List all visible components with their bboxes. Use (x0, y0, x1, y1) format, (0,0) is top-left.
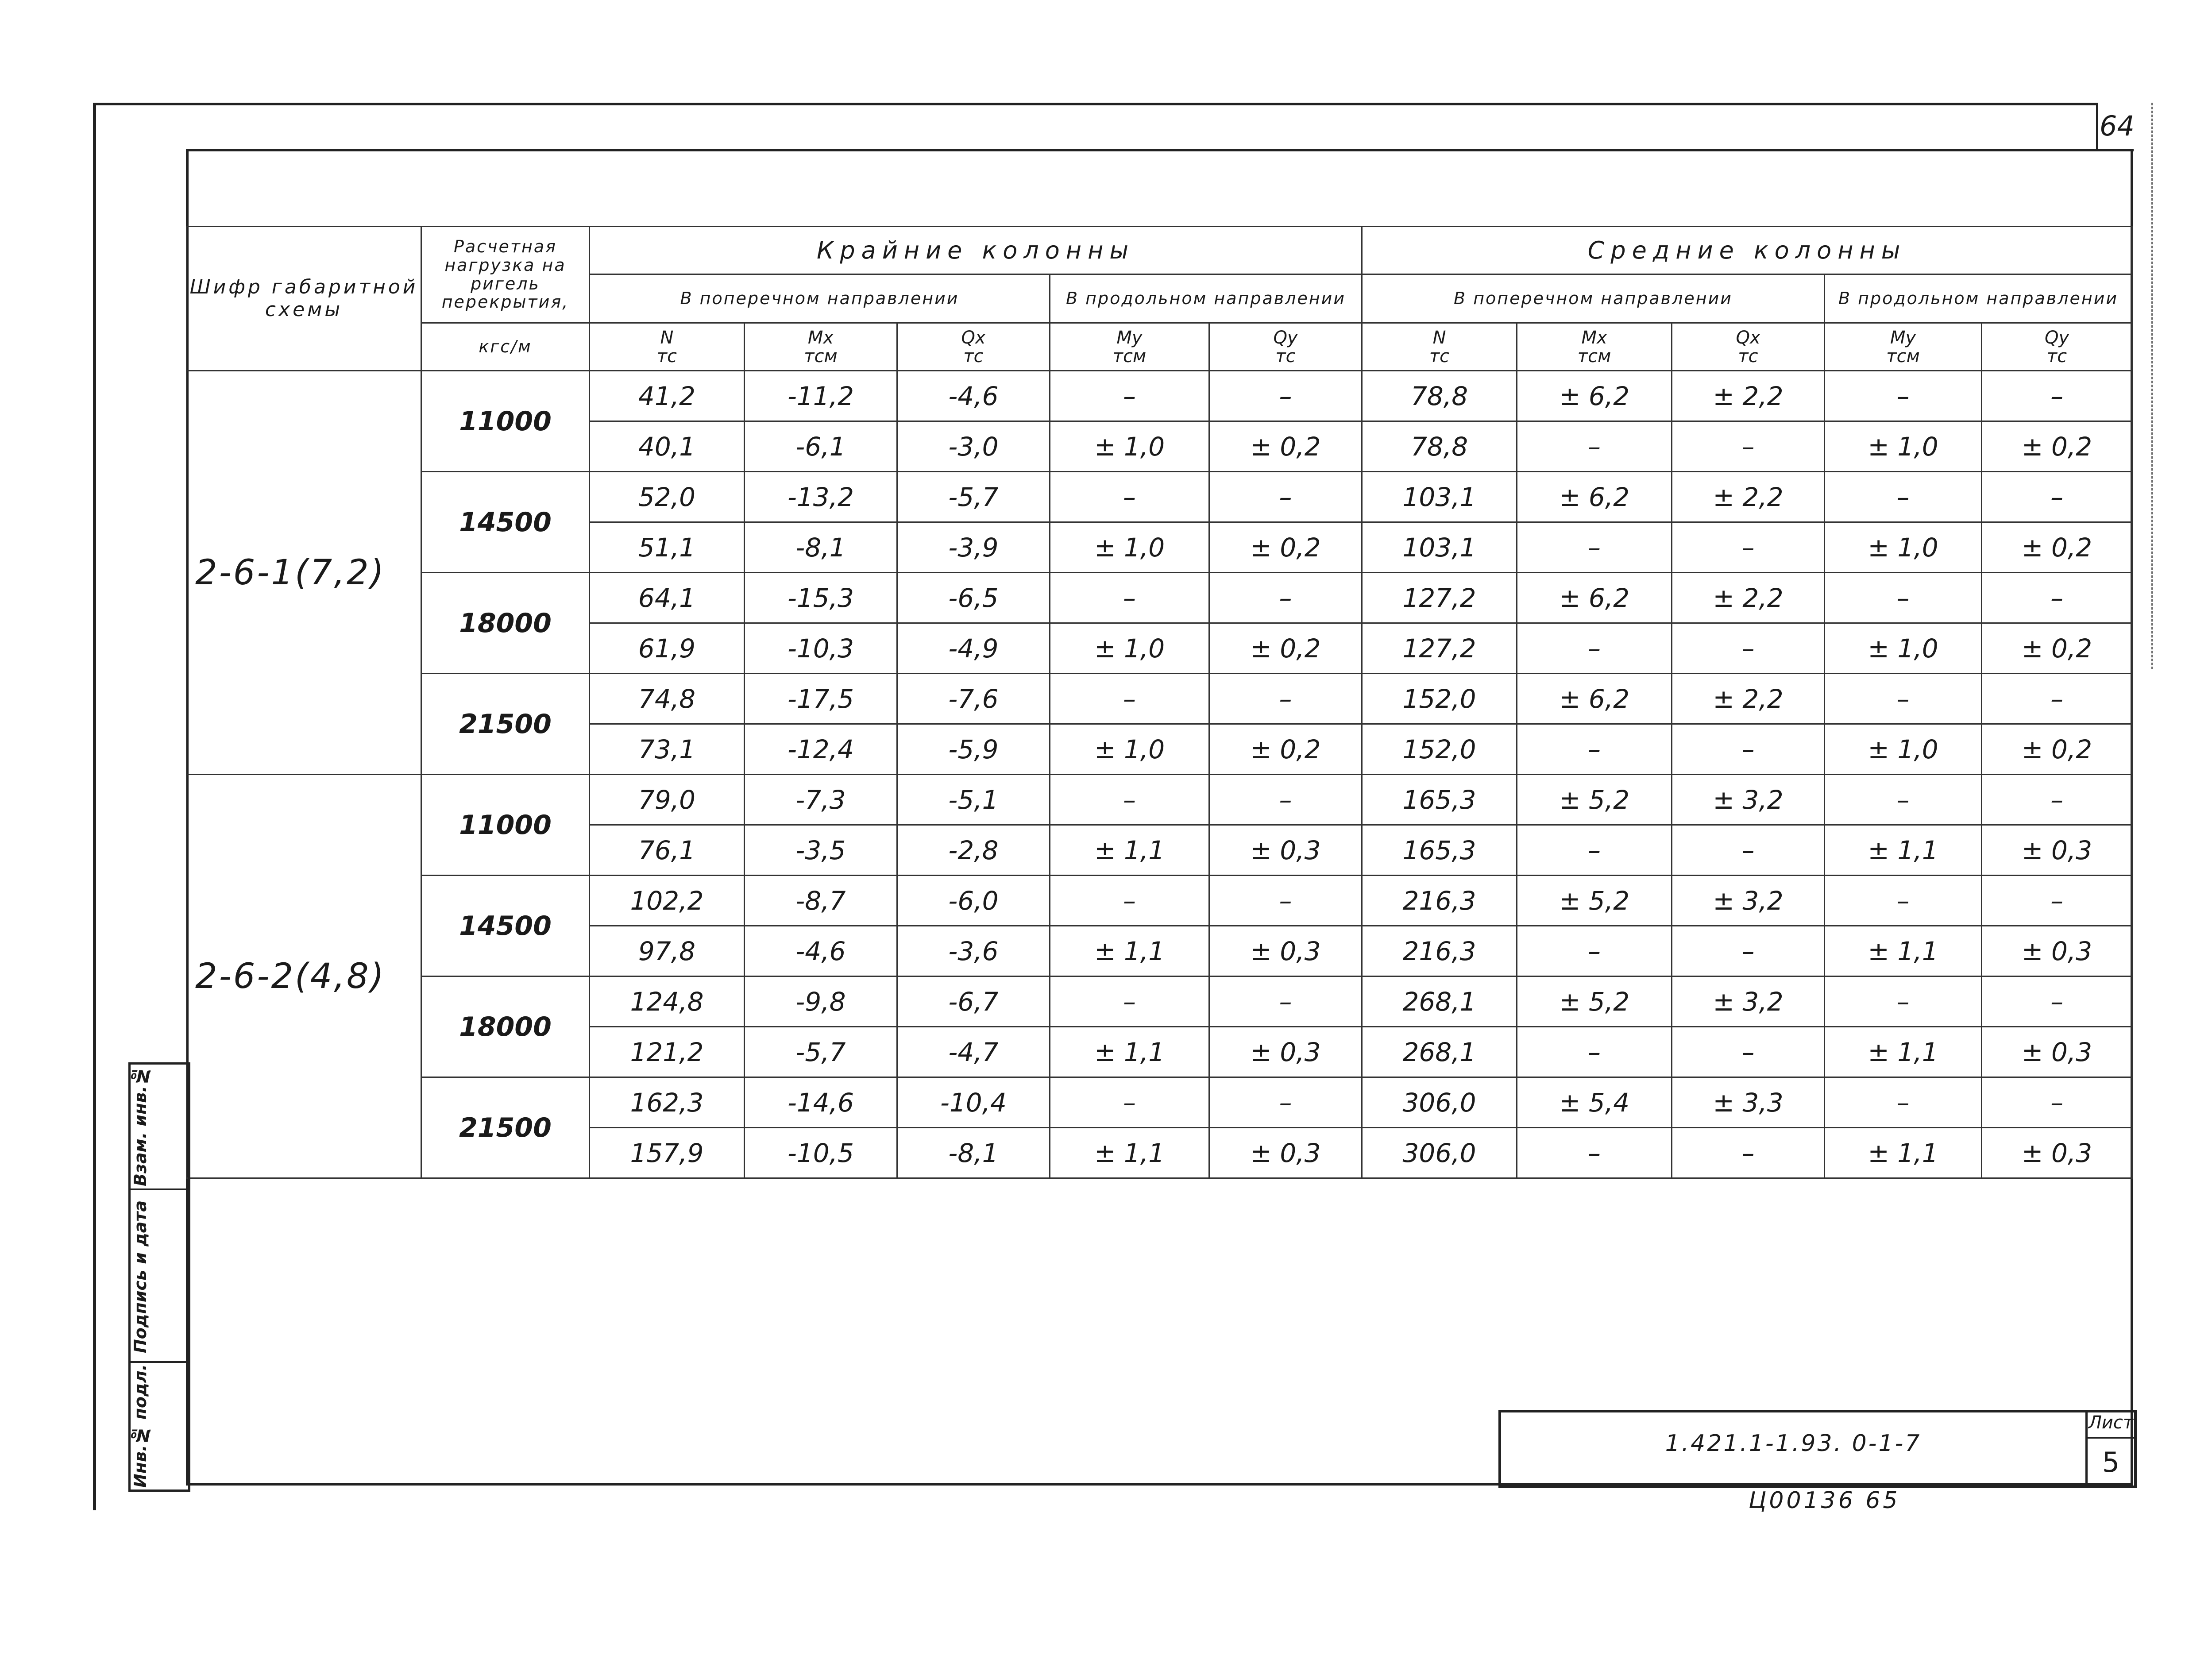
unit-header-qy (1209, 323, 1362, 371)
unit-measure: тс (1275, 346, 1296, 367)
unit-measure: тс (1429, 346, 1450, 367)
cell-value: -10,3 (745, 623, 897, 674)
cell-value: – (1825, 371, 1982, 421)
cell-value: -3,5 (745, 825, 897, 876)
cell-value: – (1050, 472, 1209, 522)
sheet-number: 64 (2100, 110, 2135, 142)
cell-value: – (1982, 371, 2132, 421)
cell-value: 157,9 (590, 1128, 745, 1178)
scheme-code: 2-6-2(4,8) (187, 775, 421, 1178)
cell-value: – (1050, 573, 1209, 623)
cell-value: – (1050, 775, 1209, 825)
cell-value: – (1982, 674, 2132, 724)
cell-value: ± 1,0 (1825, 522, 1982, 573)
cell-value: ± 2,2 (1672, 472, 1825, 522)
cell-value: -3,6 (897, 926, 1050, 976)
table-row (187, 573, 2132, 623)
unit-symbol: Qy (1273, 327, 1298, 348)
unit-header-qx (1672, 323, 1825, 371)
cell-value: -2,8 (897, 825, 1050, 876)
cell-value: ± 1,1 (1050, 1027, 1209, 1077)
cell-value: 124,8 (590, 976, 745, 1027)
table-row (187, 371, 2132, 421)
cell-value: – (1209, 876, 1362, 926)
approval-stamp (128, 1062, 190, 1492)
cell-value: -5,7 (897, 472, 1050, 522)
table-row (187, 775, 2132, 825)
cell-value: ± 6,2 (1517, 472, 1672, 522)
outer-frame-left (93, 103, 96, 1510)
load-value: 18000 (421, 573, 590, 674)
cell-value: 127,2 (1362, 573, 1517, 623)
cell-value: -6,7 (897, 976, 1050, 1027)
cell-value: -6,5 (897, 573, 1050, 623)
cell-value: – (1209, 1077, 1362, 1128)
unit-header-qx (897, 323, 1050, 371)
header-middle-transverse: В поперечном направлении (1362, 274, 1825, 323)
outer-frame-top (93, 103, 2098, 105)
cell-value: ± 0,2 (1209, 421, 1362, 472)
cell-value: 41,2 (590, 371, 745, 421)
unit-measure: тс (963, 346, 984, 367)
cell-value: 64,1 (590, 573, 745, 623)
cell-value: ± 5,2 (1517, 876, 1672, 926)
stamp-label-replace: Взам. инв.№ (131, 1066, 150, 1187)
cell-value: – (1517, 926, 1672, 976)
cell-value: – (1672, 1128, 1825, 1178)
unit-header-my (1050, 323, 1209, 371)
cell-value: ± 0,2 (1209, 623, 1362, 674)
header-middle-longitudinal: В продольном направлении (1825, 274, 2132, 323)
unit-measure: тс (1738, 346, 1758, 367)
cell-value: 103,1 (1362, 472, 1517, 522)
cell-value: ± 3,2 (1672, 976, 1825, 1027)
cell-value: – (1672, 825, 1825, 876)
stamp-label-signature: Подпись и дата (131, 1200, 150, 1353)
cell-value: -4,9 (897, 623, 1050, 674)
cell-value: – (1517, 1027, 1672, 1077)
header-units-row (187, 323, 2132, 371)
unit-header-qy (1982, 323, 2132, 371)
cell-value: 152,0 (1362, 674, 1517, 724)
cell-value: ± 0,3 (1209, 825, 1362, 876)
cell-value: 306,0 (1362, 1128, 1517, 1178)
cell-value: 74,8 (590, 674, 745, 724)
list-label: Лист (2088, 1412, 2134, 1439)
load-value: 14500 (421, 472, 590, 573)
cell-value: – (1982, 976, 2132, 1027)
cell-value: – (1209, 573, 1362, 623)
cell-value: – (1825, 876, 1982, 926)
cell-value: – (1672, 522, 1825, 573)
document-code: 1.421.1-1.93. 0-1-7 (1665, 1430, 1922, 1457)
header-load: Расчетная нагрузка на ригель перекрытия, (421, 227, 590, 323)
stamp-label-inventory: Инв.№ подл. (131, 1364, 150, 1488)
cell-value: – (1825, 674, 1982, 724)
cell-value: ± 1,0 (1050, 623, 1209, 674)
cell-value: – (1982, 472, 2132, 522)
load-value: 11000 (421, 775, 590, 876)
cell-value: – (1672, 724, 1825, 775)
cell-value: ± 5,2 (1517, 775, 1672, 825)
cell-value: -5,9 (897, 724, 1050, 775)
unit-header-n (590, 323, 745, 371)
cell-value: ± 5,4 (1517, 1077, 1672, 1128)
cell-value: -3,9 (897, 522, 1050, 573)
cell-value: 61,9 (590, 623, 745, 674)
unit-symbol: Mx (1581, 327, 1607, 348)
cell-value: ± 6,2 (1517, 573, 1672, 623)
cell-value: ± 2,2 (1672, 674, 1825, 724)
cell-value: ± 1,1 (1050, 1128, 1209, 1178)
unit-symbol: Qx (1736, 327, 1760, 348)
cell-value: 165,3 (1362, 825, 1517, 876)
cell-value: – (1517, 825, 1672, 876)
unit-header-mx (745, 323, 897, 371)
cell-value: 306,0 (1362, 1077, 1517, 1128)
unit-measure: тсм (1886, 346, 1920, 367)
unit-measure: тсм (804, 346, 838, 367)
list-number: 5 (2102, 1446, 2120, 1478)
scheme-code: 2-6-1(7,2) (187, 371, 421, 775)
unit-symbol: My (1116, 327, 1143, 348)
header-edge-transverse: В поперечном направлении (590, 274, 1050, 323)
cell-value: ± 1,0 (1050, 522, 1209, 573)
cell-value: -8,1 (897, 1128, 1050, 1178)
cell-value: 162,3 (590, 1077, 745, 1128)
unit-measure: тс (2046, 346, 2067, 367)
cell-value: – (1982, 573, 2132, 623)
header-edge-columns: Крайние колонны (590, 227, 1362, 274)
cell-value: ± 0,2 (1982, 724, 2132, 775)
cell-value: ± 2,2 (1672, 573, 1825, 623)
cell-value: – (1825, 573, 1982, 623)
unit-header-my (1825, 323, 1982, 371)
cell-value: ± 1,0 (1825, 724, 1982, 775)
header-code: Шифр габаритной схемы (187, 227, 421, 371)
cell-value: -4,6 (745, 926, 897, 976)
cell-value: – (1209, 674, 1362, 724)
cell-value: ± 1,1 (1050, 926, 1209, 976)
cell-value: -6,1 (745, 421, 897, 472)
cell-value: 97,8 (590, 926, 745, 976)
cell-value: -10,4 (897, 1077, 1050, 1128)
table-row (187, 876, 2132, 926)
cell-value: -5,1 (897, 775, 1050, 825)
cell-value: -12,4 (745, 724, 897, 775)
unit-header-n (1362, 323, 1517, 371)
unit-symbol: Mx (807, 327, 834, 348)
table-row (187, 1077, 2132, 1128)
cell-value: -7,3 (745, 775, 897, 825)
unit-symbol: Qy (2044, 327, 2069, 348)
cell-value: ± 1,1 (1825, 1027, 1982, 1077)
cell-value: ± 0,3 (1209, 1027, 1362, 1077)
cell-value: 127,2 (1362, 623, 1517, 674)
cell-value: ± 0,2 (1209, 522, 1362, 573)
cell-value: – (1825, 1077, 1982, 1128)
cell-value: – (1517, 623, 1672, 674)
cell-value: – (1209, 976, 1362, 1027)
cell-value: – (1672, 926, 1825, 976)
unit-symbol: N (1432, 327, 1446, 348)
header-load-unit: кгс/м (421, 323, 590, 371)
cell-value: -14,6 (745, 1077, 897, 1128)
unit-symbol: N (660, 327, 674, 348)
unit-measure: тс (656, 346, 677, 367)
cell-value: – (1209, 371, 1362, 421)
cell-value: 216,3 (1362, 926, 1517, 976)
unit-measure: тсм (1577, 346, 1611, 367)
cell-value: – (1825, 472, 1982, 522)
table-row (187, 976, 2132, 1027)
cell-value: 79,0 (590, 775, 745, 825)
margin-dash-line (2151, 103, 2153, 669)
cell-value: 52,0 (590, 472, 745, 522)
cell-value: – (1672, 421, 1825, 472)
cell-value: -3,0 (897, 421, 1050, 472)
cell-value: – (1050, 674, 1209, 724)
header-edge-longitudinal: В продольном направлении (1050, 274, 1362, 323)
unit-header-mx (1517, 323, 1672, 371)
cell-value: -9,8 (745, 976, 897, 1027)
cell-value: ± 1,1 (1825, 825, 1982, 876)
title-block (1498, 1410, 2137, 1488)
cell-value: 40,1 (590, 421, 745, 472)
header-row-1 (187, 227, 2132, 274)
load-value: 11000 (421, 371, 590, 472)
cell-value: ± 6,2 (1517, 674, 1672, 724)
cell-value: ± 3,2 (1672, 876, 1825, 926)
cell-value: ± 0,2 (1209, 724, 1362, 775)
cell-value: -11,2 (745, 371, 897, 421)
cell-value: ± 1,0 (1050, 421, 1209, 472)
cell-value: -6,0 (897, 876, 1050, 926)
cell-value: – (1517, 1128, 1672, 1178)
cell-value: – (1517, 522, 1672, 573)
cell-value: ± 0,2 (1982, 522, 2132, 573)
cell-value: -5,7 (745, 1027, 897, 1077)
cell-value: ± 0,3 (1209, 1128, 1362, 1178)
cell-value: ± 0,3 (1982, 1027, 2132, 1077)
cell-value: – (1050, 371, 1209, 421)
cell-value: – (1825, 976, 1982, 1027)
cell-value: ± 0,3 (1209, 926, 1362, 976)
cell-value: – (1517, 421, 1672, 472)
cell-value: -10,5 (745, 1128, 897, 1178)
stamp-cell-2 (131, 1189, 188, 1363)
cell-value: – (1209, 775, 1362, 825)
cell-value: – (1982, 1077, 2132, 1128)
cell-value: ± 6,2 (1517, 371, 1672, 421)
cell-value: ± 2,2 (1672, 371, 1825, 421)
cell-value: ± 1,0 (1825, 623, 1982, 674)
sheet-frame-top (186, 149, 2134, 151)
cell-value: -4,6 (897, 371, 1050, 421)
cell-value: 152,0 (1362, 724, 1517, 775)
cell-value: 268,1 (1362, 1027, 1517, 1077)
cell-value: ± 1,1 (1050, 825, 1209, 876)
cell-value: ± 0,3 (1982, 825, 2132, 876)
cell-value: 216,3 (1362, 876, 1517, 926)
load-value: 18000 (421, 976, 590, 1077)
unit-symbol: Qx (961, 327, 986, 348)
cell-value: – (1209, 472, 1362, 522)
cell-value: -17,5 (745, 674, 897, 724)
cell-value: ± 0,3 (1982, 926, 2132, 976)
cell-value: -8,1 (745, 522, 897, 573)
cell-value: ± 0,2 (1982, 421, 2132, 472)
cell-value: 121,2 (590, 1027, 745, 1077)
cell-value: – (1517, 724, 1672, 775)
cell-value: -7,6 (897, 674, 1050, 724)
cell-value: 51,1 (590, 522, 745, 573)
cell-value: -8,7 (745, 876, 897, 926)
cell-value: – (1825, 775, 1982, 825)
cell-value: ± 1,0 (1050, 724, 1209, 775)
cell-value: ± 1,1 (1825, 1128, 1982, 1178)
cell-value: – (1982, 775, 2132, 825)
cell-value: ± 0,3 (1982, 1128, 2132, 1178)
cell-value: – (1672, 623, 1825, 674)
unit-symbol: My (1890, 327, 1916, 348)
cell-value: -13,2 (745, 472, 897, 522)
cell-value: -4,7 (897, 1027, 1050, 1077)
unit-measure: тсм (1112, 346, 1147, 367)
table-row (187, 674, 2132, 724)
load-value: 21500 (421, 674, 590, 775)
cell-value: 268,1 (1362, 976, 1517, 1027)
cell-value: – (1050, 876, 1209, 926)
archive-note: Ц00136 65 (1749, 1487, 1900, 1514)
cell-value: ± 5,2 (1517, 976, 1672, 1027)
table-row (187, 472, 2132, 522)
cell-value: 73,1 (590, 724, 745, 775)
cell-value: ± 0,2 (1982, 623, 2132, 674)
header-middle-columns: Средние колонны (1362, 227, 2132, 274)
cell-value: 165,3 (1362, 775, 1517, 825)
column-forces-table (186, 226, 2133, 1179)
cell-value: 78,8 (1362, 371, 1517, 421)
cell-value: ± 1,0 (1825, 421, 1982, 472)
cell-value: ± 3,2 (1672, 775, 1825, 825)
stamp-cell-1 (131, 1065, 188, 1189)
cell-value: ± 3,3 (1672, 1077, 1825, 1128)
cell-value: – (1982, 876, 2132, 926)
cell-value: 102,2 (590, 876, 745, 926)
cell-value: ± 1,1 (1825, 926, 1982, 976)
cell-value: -15,3 (745, 573, 897, 623)
stamp-cell-3 (131, 1361, 188, 1489)
cell-value: 78,8 (1362, 421, 1517, 472)
cell-value: 103,1 (1362, 522, 1517, 573)
load-value: 21500 (421, 1077, 590, 1178)
cell-value: 76,1 (590, 825, 745, 876)
cell-value: – (1672, 1027, 1825, 1077)
cell-value: – (1050, 1077, 1209, 1128)
load-value: 14500 (421, 876, 590, 976)
cell-value: – (1050, 976, 1209, 1027)
